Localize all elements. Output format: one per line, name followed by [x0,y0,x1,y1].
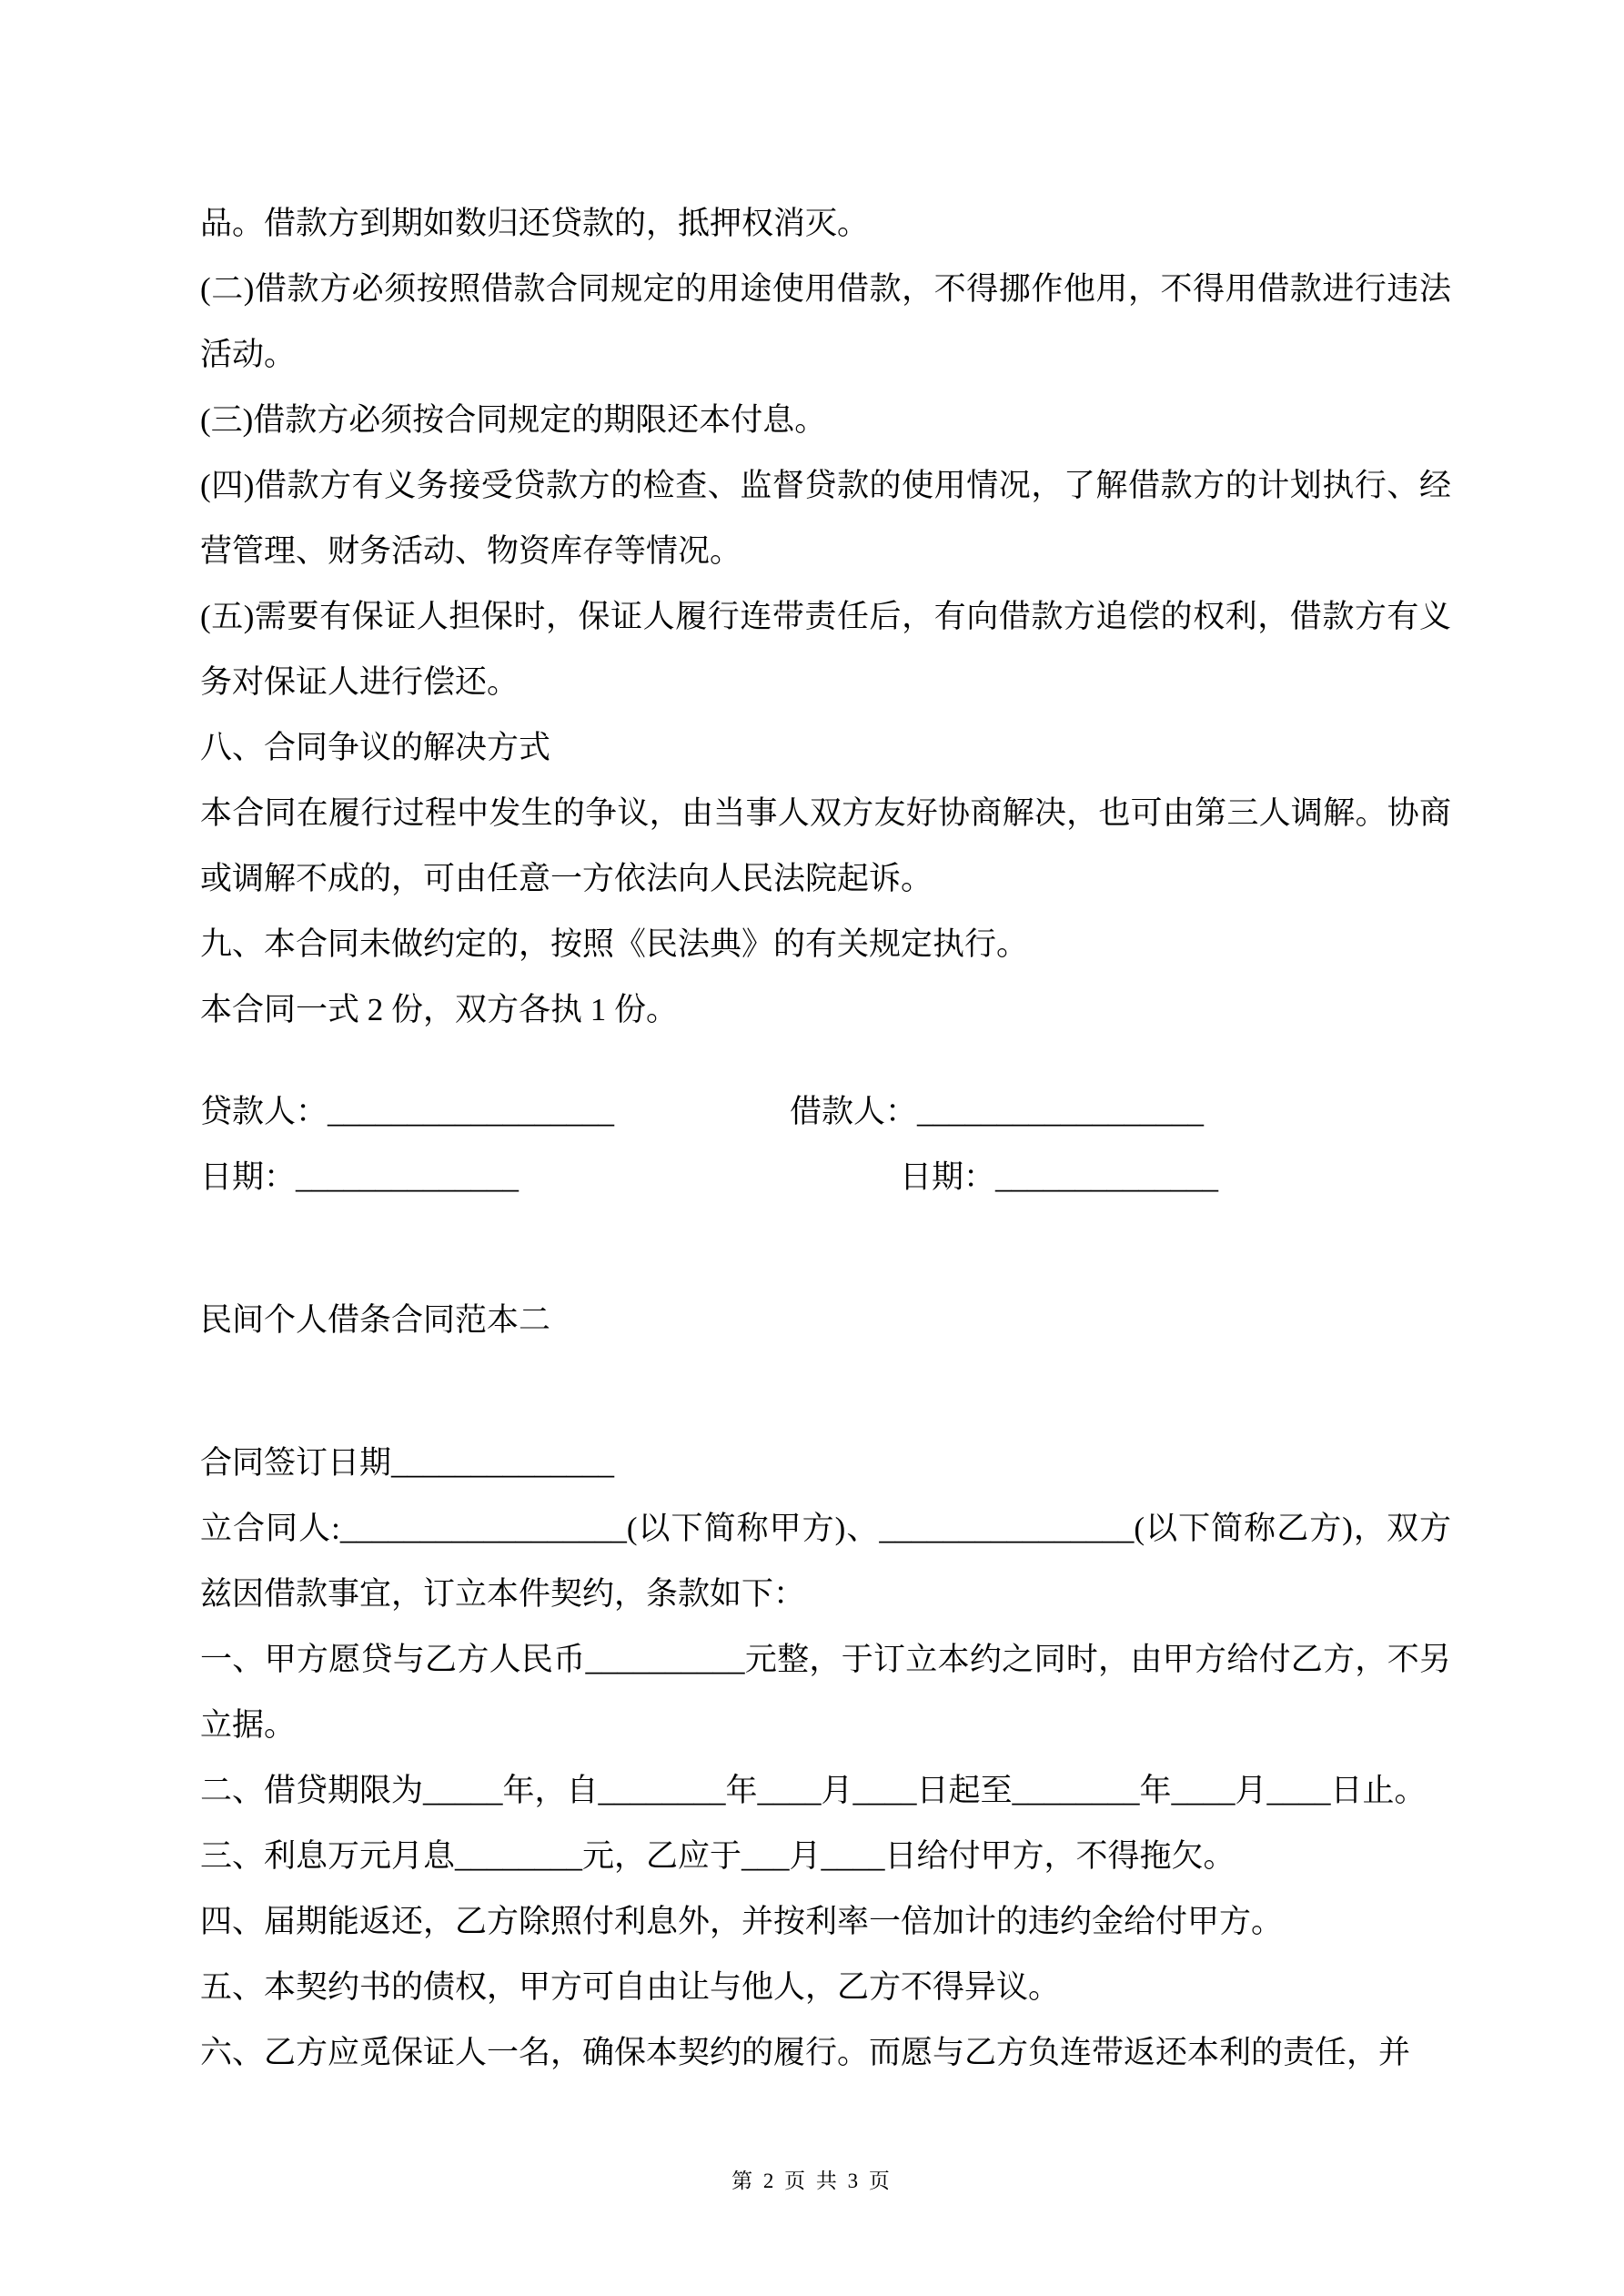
clause-eight-heading: 八、合同争议的解决方式 [200,730,551,765]
clause-six: 六、乙方应觅保证人一名，确保本契约的履行。而愿与乙方负连带返还本利的责任，并 [200,2035,1411,2070]
parties-line: 立合同人:__________________(以下简称甲方)、________________(以下简称乙方)，双方兹因借款事宜，订立本件契约，条款如下： [200,1511,1451,1612]
clause-seven-item-4: (四)借款方有义务接受贷款方的检查、监督贷款的使用情况，了解借款方的计划执行、经营管理、财务活动、物资库存等情况。 [200,468,1451,569]
clause-two: 二、借贷期限为_____年，自________年____月____日起至________年____月____日止。 [200,1773,1427,1808]
clause-continuation-line: 品。借款方到期如数归还贷款的，抵押权消灭。 [200,206,870,241]
clause-four: 四、届期能返还，乙方除照付利息外，并按利率一倍加计的违约金给付甲方。 [200,1904,1284,1939]
contract-sign-date-line: 合同签订日期______________ [200,1445,615,1481]
borrower-date-line: 日期：______________ [900,1159,1219,1195]
clause-eight-body: 本合同在履行过程中发生的争议，由当事人双方友好协商解决，也可由第三人调解。协商或调解不成的，可由任意一方依法向人民法院起诉。 [200,795,1451,896]
clause-seven-item-5: (五)需要有保证人担保时，保证人履行连带责任后，有向借款方追偿的权利，借款方有义务对保证人进行偿还。 [200,599,1451,700]
clause-one: 一、甲方愿贷与乙方人民币__________元整，于订立本约之同时，由甲方给付乙方，不另立据。 [200,1642,1451,1743]
spacer [200,1210,1451,1288]
signature-dates-row [200,1145,1451,1210]
clause-nine: 九、本合同未做约定的，按照《民法典》的有关规定执行。 [200,926,1029,962]
signature-names-row [200,1079,1451,1145]
clause-five: 五、本契约书的债权，甲方可自由让与他人，乙方不得异议。 [200,1969,1061,2005]
copies-statement: 本合同一式 2 份，双方各执 1 份。 [200,992,679,1027]
spacer [200,1043,1451,1079]
clause-seven-item-2: (二)借款方必须按照借款合同规定的用途使用借款，不得挪作他用，不得用借款进行违法活动。 [200,271,1451,372]
borrower-signature-line: 借款人：__________________ [790,1094,1205,1129]
clause-three: 三、利息万元月息________元，乙应于___月____日给付甲方，不得拖欠。 [200,1838,1236,1874]
lender-date-line: 日期：______________ [200,1159,519,1195]
section-two-title: 民间个人借条合同范本二 [200,1302,551,1338]
page-number-footer: 第 2 页 共 3 页 [731,2170,893,2192]
lender-signature-line: 贷款人：__________________ [200,1094,615,1129]
spacer [200,1353,1451,1431]
clause-seven-item-3: (三)借款方必须按合同规定的期限还本付息。 [200,402,827,438]
